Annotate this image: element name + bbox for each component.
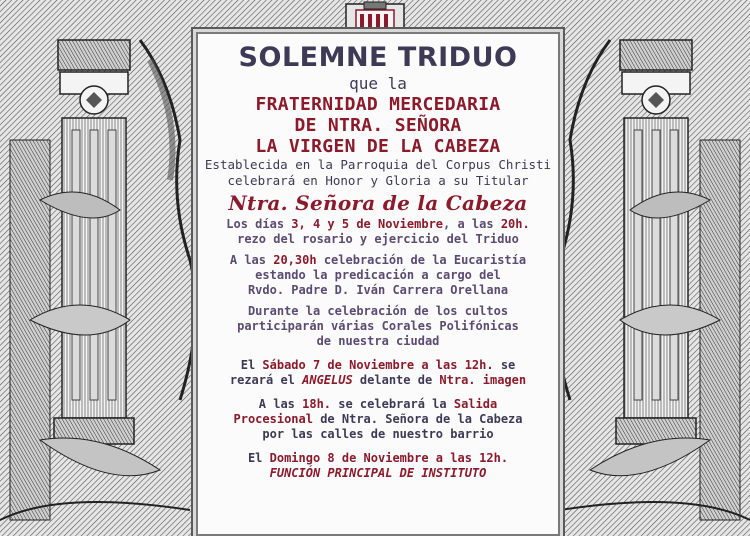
eucharist-schedule — [196, 253, 560, 298]
p3-line-3: de nuestra ciudad — [316, 334, 440, 348]
page-title: SOLEMNE TRIDUO — [238, 42, 518, 73]
established-line-2: celebrará en Honor y Gloria a su Titular — [227, 173, 529, 188]
p1-dates: 3, 4 y 5 de Noviembre — [291, 217, 444, 231]
left-column — [0, 0, 196, 536]
p6-function: FUNCIÓN PRINCIPAL DE INSTITUTO — [269, 466, 487, 480]
titular-name: Ntra. Señora de la Cabeza — [228, 191, 528, 215]
p1-line-2: rezo del rosario y ejercicio del Triduo — [237, 232, 519, 246]
p1-time: 20h. — [500, 217, 530, 231]
p5-procesional: Procesional — [233, 412, 313, 426]
p2-line-2: estando la predicación a cargo del — [255, 268, 501, 282]
p4-text-b: se — [493, 358, 516, 372]
fraternity-line-3: LA VIRGEN DE LA CABEZA — [255, 136, 501, 157]
choirs-note — [196, 304, 560, 349]
p5-line-3: por las calles de nuestro barrio — [262, 427, 494, 441]
p4-date: Sábado 7 de Noviembre a las 12h. — [262, 358, 494, 372]
notice-content — [196, 40, 560, 481]
p2-time: 20,30h — [273, 253, 317, 267]
p6-date: Domingo 8 de Noviembre a las 12h. — [269, 451, 509, 465]
p6-text: El — [247, 451, 270, 465]
p3-line-1: Durante la celebración de los cultos — [247, 304, 509, 318]
angelus-schedule — [196, 358, 560, 388]
p2-text-b: celebración de la Eucaristía — [316, 253, 527, 267]
p3-line-2: participarán várias Corales Polifónicas — [237, 319, 519, 333]
p4-text-d: delante de — [352, 373, 440, 387]
p5-text: A las — [258, 397, 303, 411]
triduo-schedule — [196, 217, 560, 247]
p5-text-c: de Ntra. Señora de la Cabeza — [312, 412, 523, 426]
fraternity-line-2: DE NTRA. SEÑORA — [294, 115, 462, 136]
p4-text-c: rezará el — [229, 373, 303, 387]
p1-text-b: , a las — [443, 217, 501, 231]
p5-time: 18h. — [302, 397, 332, 411]
p4-image: Ntra. imagen — [439, 373, 527, 387]
right-column — [554, 0, 750, 536]
procession-schedule — [196, 397, 560, 442]
p4-angelus: ANGELUS — [302, 373, 353, 387]
p5-salida: Salida — [453, 397, 498, 411]
fraternity-line-1: FRATERNIDAD MERCEDARIA — [255, 94, 501, 115]
p1-text: Los días — [226, 217, 292, 231]
p4-text: El — [240, 358, 263, 372]
established-line-1: Establecida en la Parroquia del Corpus Christi — [204, 157, 552, 172]
p5-text-b: se celebrará la — [331, 397, 454, 411]
main-function-schedule — [196, 451, 560, 481]
subtitle-que-la: que la — [349, 74, 407, 93]
p2-line-3: Rvdo. Padre D. Iván Carrera Orellana — [247, 283, 509, 297]
p2-text: A las — [229, 253, 274, 267]
